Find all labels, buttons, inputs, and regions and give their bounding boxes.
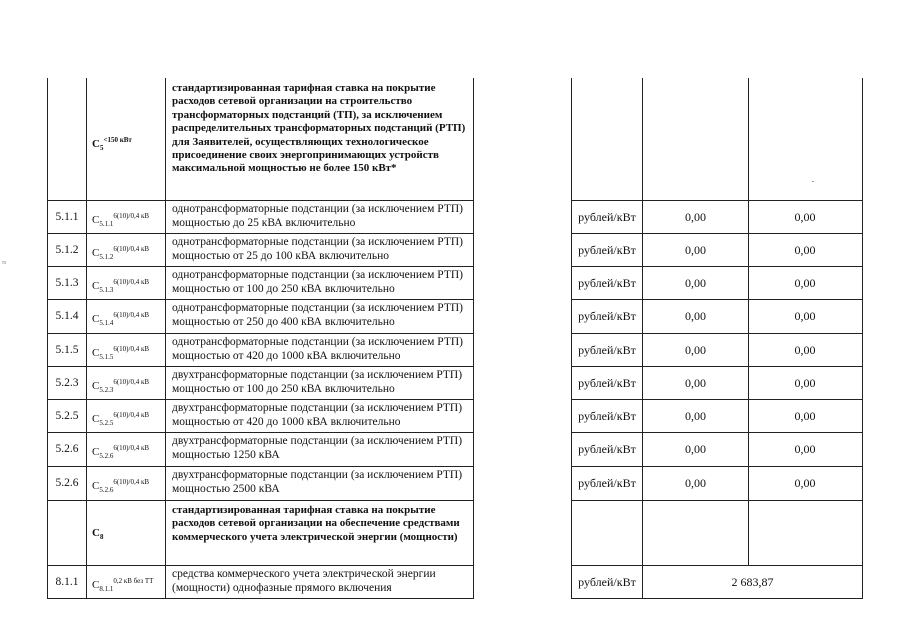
row-description: однотрансформаторные подстанции (за исключением РТП) мощностью от 25 до 100 кВА включительно — [172, 236, 463, 262]
tariff-code-subscript: 5 — [99, 144, 104, 152]
tariff-code-subscript: 5.1.4 — [99, 319, 114, 327]
tariff-code-base: C — [92, 313, 100, 325]
tariff-code-base: C — [92, 480, 100, 492]
tariff-code-superscript: 6(10)/0,4 кВ — [113, 378, 150, 386]
column-rule — [47, 78, 48, 598]
merged-value-cell: 2 683,87 — [731, 575, 774, 589]
row-number: 5.1.4 — [55, 310, 79, 322]
row-number: 5.2.3 — [55, 377, 79, 389]
tariff-code-base: C — [92, 527, 100, 539]
unit-cell: рублей/кВт — [578, 210, 636, 224]
column-rule — [165, 78, 166, 598]
row-description: однотрансформаторные подстанции (за исключением РТП) мощностью от 420 до 1000 кВА включительно — [172, 336, 463, 362]
tariff-code-superscript: 6(10)/0,4 кВ — [113, 345, 150, 353]
value-cell-2: 0,00 — [794, 210, 816, 224]
tariff-code-subscript: 5.2.6 — [99, 452, 114, 460]
row-description: двухтрансформаторные подстанции (за исключением РТП) мощностью 2500 кВА — [172, 469, 463, 495]
row-rule — [47, 432, 474, 433]
tariff-code-subscript: 5.2.3 — [99, 386, 114, 394]
column-rule — [571, 78, 572, 598]
row-number: 5.1.5 — [55, 344, 79, 356]
value-cell-2: 0,00 — [794, 243, 816, 257]
row-rule — [47, 399, 474, 400]
row-description: средства коммерческого учета электрической энергии (мощности) однофазные прямого включения — [172, 568, 436, 594]
value-cell-2: 0,00 — [794, 343, 816, 357]
value-cell-2: 0,00 — [794, 276, 816, 290]
row-rule — [571, 333, 863, 334]
row-rule — [571, 565, 863, 566]
tariff-code — [92, 308, 164, 330]
tariff-code-base: C — [92, 446, 100, 458]
tariff-code-superscript: 6(10)/0,4 кВ — [113, 278, 150, 286]
margin-mark: ≈ — [2, 258, 7, 267]
tariff-code-superscript: 6(10)/0,4 кВ — [113, 245, 150, 253]
row-rule — [571, 500, 863, 501]
column-rule — [473, 78, 474, 598]
row-description: двухтрансформаторные подстанции (за исключением РТП) мощностью 1250 кВА — [172, 435, 463, 461]
value-cell-1: 0,00 — [685, 376, 706, 390]
unit-cell: рублей/кВт — [578, 243, 636, 257]
row-rule — [47, 233, 474, 234]
tariff-code — [92, 209, 164, 231]
column-rule — [862, 78, 863, 598]
tariff-code-base: C — [92, 413, 100, 425]
tariff-code — [92, 133, 164, 155]
tariff-code-superscript: 6(10)/0,4 кВ — [113, 311, 150, 319]
row-rule — [47, 200, 474, 201]
row-rule — [47, 466, 474, 467]
row-rule — [571, 598, 863, 599]
tariff-code-subscript: 5.1.5 — [99, 353, 114, 361]
tariff-code-subscript: 8.1.1 — [99, 585, 114, 593]
row-description: стандартизированная тарифная ставка на покрытие расходов сетевой организации на строительство трансформаторных подстанций (ТП), за исключением распределительных трансформаторных подстанций (РТП) для Заявителей, осуществляющих технологическое присоединение своих энергопринимающих устройств максимальной мощностью не более 150 кВт* — [172, 82, 466, 175]
value-cell-2: 0,00 — [794, 409, 816, 423]
unit-cell: рублей/кВт — [578, 476, 636, 490]
row-rule — [571, 200, 863, 201]
scan-speck — [812, 181, 814, 182]
tariff-code — [92, 574, 164, 596]
unit-cell: рублей/кВт — [578, 575, 636, 589]
row-rule — [47, 598, 474, 599]
value-cell-2: 0,00 — [794, 376, 816, 390]
row-number: 5.2.6 — [55, 443, 79, 455]
value-cell-1: 0,00 — [685, 243, 706, 257]
value-cell-2: 0,00 — [794, 476, 816, 490]
row-rule — [47, 500, 474, 501]
row-number: 5.2.6 — [55, 477, 79, 489]
tariff-code-subscript: 5.1.3 — [99, 286, 114, 294]
value-cell-2: 0,00 — [794, 442, 816, 456]
tariff-code — [92, 375, 164, 397]
tariff-code-subscript: 5.2.6 — [99, 486, 114, 494]
row-rule — [571, 399, 863, 400]
row-rule — [47, 565, 474, 566]
row-number: 5.2.5 — [55, 410, 79, 422]
tariff-code — [92, 275, 164, 297]
value-cell-1: 0,00 — [685, 476, 706, 490]
row-rule — [47, 333, 474, 334]
tariff-code-subscript: 5.1.1 — [99, 220, 114, 228]
tariff-code-superscript: 0,2 кВ без ТТ — [113, 577, 154, 585]
tariff-code-base: C — [92, 138, 100, 150]
row-number: 5.1.3 — [55, 277, 79, 289]
row-description: однотрансформаторные подстанции (за исключением РТП) мощностью до 25 кВА включительно — [172, 203, 463, 229]
tariff-code-superscript: 6(10)/0,4 кВ — [113, 212, 150, 220]
row-description: стандартизированная тарифная ставка на покрытие расходов сетевой организации на обеспечение средствами коммерческого учета электрической энергии (мощности) — [172, 504, 460, 543]
tariff-code-subscript: 5.2.5 — [99, 419, 114, 427]
row-description: двухтрансформаторные подстанции (за исключением РТП) мощностью от 100 до 250 кВА включительно — [172, 369, 463, 395]
tariff-code-base: C — [92, 214, 100, 226]
row-rule — [571, 266, 863, 267]
tariff-code-base: C — [92, 380, 100, 392]
value-cell-1: 0,00 — [685, 343, 706, 357]
unit-cell: рублей/кВт — [578, 276, 636, 290]
row-rule — [47, 299, 474, 300]
tariff-code-superscript: <150 кВт — [103, 136, 132, 144]
tariff-code-base: C — [92, 579, 100, 591]
row-description: однотрансформаторные подстанции (за исключением РТП) мощностью от 250 до 400 кВА включительно — [172, 302, 463, 328]
value-cell-1: 0,00 — [685, 276, 706, 290]
row-description: однотрансформаторные подстанции (за исключением РТП) мощностью от 100 до 250 кВА включительно — [172, 269, 463, 295]
tariff-code-base: C — [92, 347, 100, 359]
tariff-code — [92, 342, 164, 364]
row-rule — [571, 366, 863, 367]
value-cell-1: 0,00 — [685, 409, 706, 423]
column-rule — [642, 78, 643, 598]
unit-cell: рублей/кВт — [578, 442, 636, 456]
unit-cell: рублей/кВт — [578, 309, 636, 323]
row-number: 5.1.2 — [55, 244, 79, 256]
tariff-code — [92, 408, 164, 430]
row-number: 5.1.1 — [55, 211, 79, 223]
value-cell-1: 0,00 — [685, 442, 706, 456]
tariff-code-base: C — [92, 280, 100, 292]
tariff-code-base: C — [92, 247, 100, 259]
value-cell-2: 0,00 — [794, 309, 816, 323]
unit-cell: рублей/кВт — [578, 376, 636, 390]
row-rule — [571, 299, 863, 300]
row-rule — [571, 466, 863, 467]
row-rule — [47, 266, 474, 267]
tariff-code-superscript: 6(10)/0,4 кВ — [113, 411, 150, 419]
tariff-code-superscript: 6(10)/0,4 кВ — [113, 478, 150, 486]
tariff-code — [92, 441, 164, 463]
tariff-code — [92, 475, 164, 497]
column-rule — [86, 78, 87, 598]
row-rule — [571, 432, 863, 433]
tariff-code-subscript: 8 — [99, 533, 104, 541]
tariff-code-superscript: 6(10)/0,4 кВ — [113, 444, 150, 452]
row-rule — [571, 233, 863, 234]
value-cell-1: 0,00 — [685, 210, 706, 224]
unit-cell: рублей/кВт — [578, 409, 636, 423]
row-rule — [47, 366, 474, 367]
tariff-code-subscript: 5.1.2 — [99, 253, 114, 261]
value-cell-1: 0,00 — [685, 309, 706, 323]
row-number: 8.1.1 — [55, 576, 79, 588]
unit-cell: рублей/кВт — [578, 343, 636, 357]
tariff-code — [92, 242, 164, 264]
row-description: двухтрансформаторные подстанции (за исключением РТП) мощностью от 420 до 1000 кВА включительно — [172, 402, 463, 428]
tariff-code — [92, 522, 164, 544]
